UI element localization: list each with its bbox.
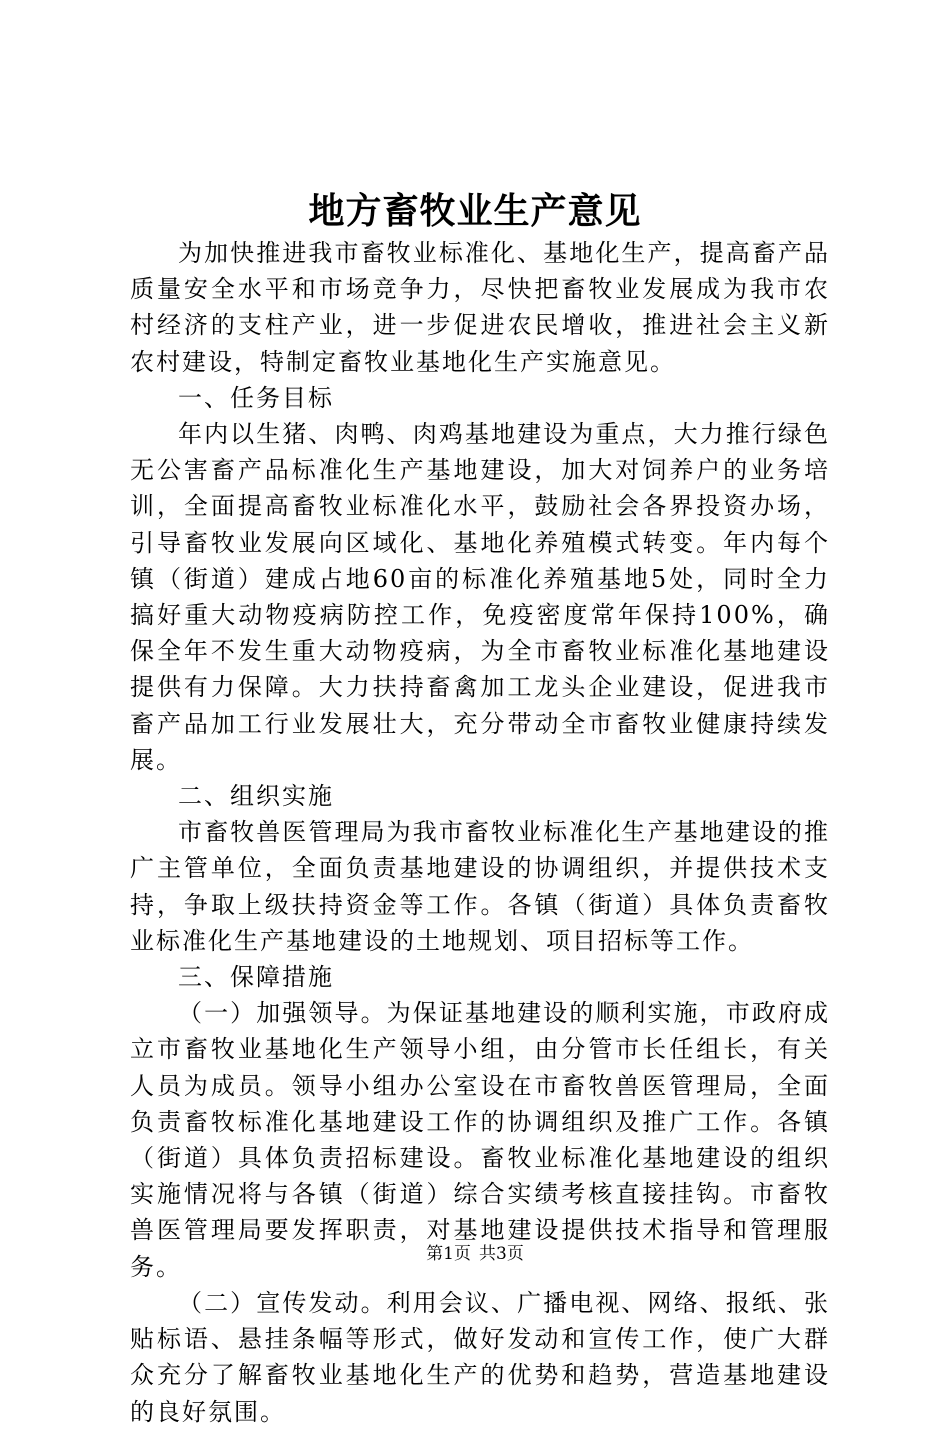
- page-number: 第1页: [426, 1244, 471, 1264]
- intro-paragraph: 为加快推进我市畜牧业标准化、基地化生产，提高畜产品质量安全水平和市场竞争力，尽快把畜牧业发展成为我市农村经济的支柱产业，进一步促进农民增收，推进社会主义新农村建设，特制定畜牧业基地化生产实施意见。: [130, 239, 830, 376]
- safeguard-publicity-paragraph: （二）宣传发动。利用会议、广播电视、网络、报纸、张贴标语、悬挂条幅等形式，做好发动和宣传工作，使广大群众充分了解畜牧业基地化生产的优势和趋势，营造基地建设的良好氛围。: [130, 1288, 830, 1426]
- organization-paragraph: 市畜牧兽医管理局为我市畜牧业标准化生产基地建设的推广主管单位，全面负责基地建设的协调组织，并提供技术支持，争取上级扶持资金等工作。各镇（街道）具体负责畜牧业标准化生产基地建设的土地规划、项目招标等工作。: [130, 818, 830, 955]
- section-heading-organization: 二、组织实施: [178, 782, 334, 811]
- section-heading-task-goals: 一、任务目标: [178, 383, 334, 412]
- task-goals-paragraph: 年内以生猪、肉鸭、肉鸡基地建设为重点，大力推行绿色无公害畜产品标准化生产基地建设，加大对饲养户的业务培训，全面提高畜牧业标准化水平，鼓励社会各界投资办场，引导畜牧业发展向区域化、基地化养殖模式转变。年内每个镇（街道）建成占地60亩的标准化养殖基地5处，同时全力搞好重大动物疫病防控工作，免疫密度常年保持100%，确保全年不发生重大动物疫病，为全市畜牧业标准化基地建设提供有力保障。大力扶持畜禽加工龙头企业建设，促进我市畜产品加工行业发展壮大，充分带动全市畜牧业健康持续发展。: [130, 420, 830, 774]
- page-footer: [0, 1242, 950, 1266]
- page-total: 共3页: [479, 1244, 524, 1264]
- safeguard-leadership-paragraph: （一）加强领导。为保证基地建设的顺利实施，市政府成立市畜牧业基地化生产领导小组，由分管市长任组长，有关人员为成员。领导小组办公室设在市畜牧兽医管理局，全面负责畜牧标准化基地建设工作的协调组织及推广工作。各镇（街道）具体负责招标建设。畜牧业标准化基地建设的组织实施情况将与各镇（街道）综合实绩考核直接挂钩。市畜牧兽医管理局要发挥职责，对基地建设提供技术指导和管理服务。: [130, 999, 830, 1281]
- section-heading-safeguards: 三、保障措施: [178, 963, 334, 992]
- document-title: 地方畜牧业生产意见: [308, 190, 642, 232]
